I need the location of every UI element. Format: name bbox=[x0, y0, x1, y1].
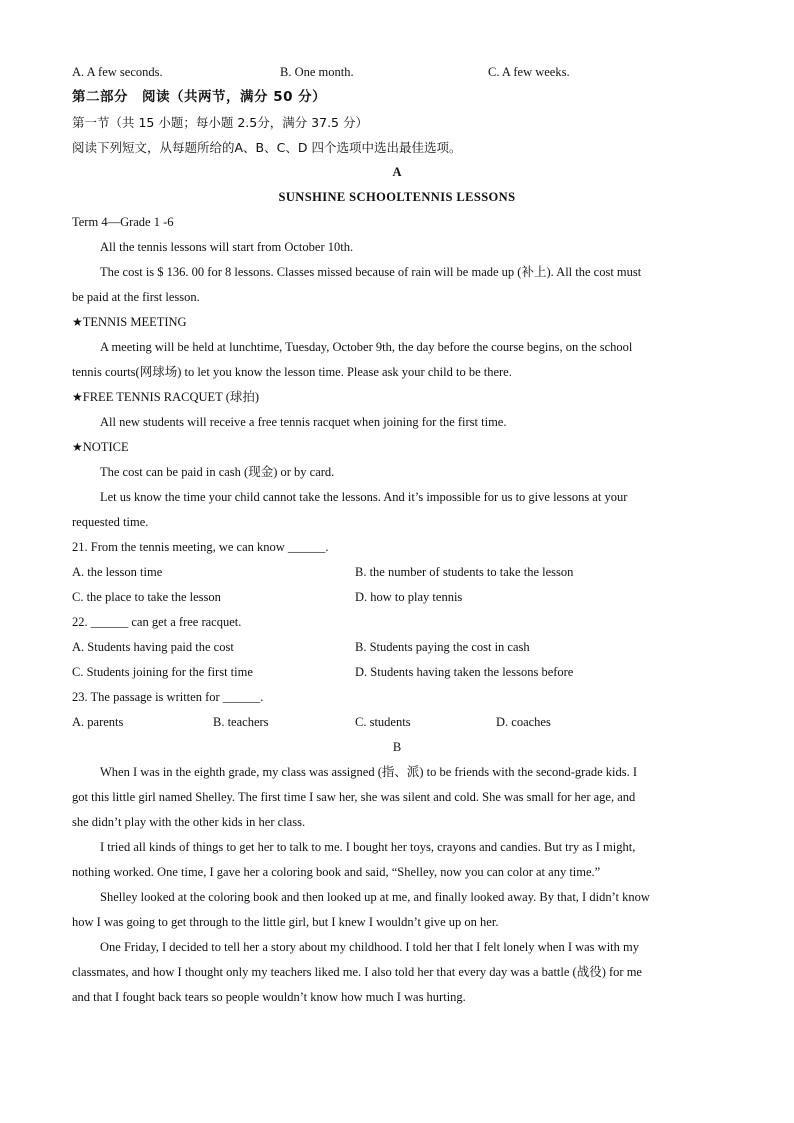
question-22-options-row2 bbox=[72, 660, 722, 685]
passage-b-line: One Friday, I decided to tell her a story about my childhood. I told her that I felt lonely when I was with my bbox=[100, 940, 639, 954]
option-c: C. A few weeks. bbox=[488, 65, 570, 79]
question-23-options bbox=[72, 710, 722, 735]
meeting-heading bbox=[72, 310, 722, 335]
option-b: B. One month. bbox=[280, 65, 354, 79]
paragraph-start-date: All the tennis lessons will start from October 10th. bbox=[100, 240, 354, 254]
star-icon: ★ bbox=[72, 315, 83, 329]
part-title: 第二部分 阅读（共两节，满分 50 分） bbox=[72, 89, 327, 105]
option-a: A. A few seconds. bbox=[72, 65, 163, 79]
notice-heading-text: NOTICE bbox=[82, 440, 129, 454]
previous-question-options bbox=[72, 60, 722, 85]
q21-option-b: B. the number of students to take the lesson bbox=[355, 565, 574, 579]
question-23: 23. The passage is written for ______. bbox=[72, 690, 264, 704]
passage-b-line: I tried all kinds of things to get her to talk to me. I bought her toys, crayons and candies. But try as I might, bbox=[100, 840, 636, 854]
paragraph-cost-cont: be paid at the first lesson. bbox=[72, 290, 200, 304]
passage-a-letter: A bbox=[392, 165, 402, 179]
passage-b-line: nothing worked. One time, I gave her a coloring book and said, “Shelley, now you can color at any time.” bbox=[72, 865, 601, 879]
q23-option-c: C. students bbox=[355, 715, 411, 729]
meeting-text-cont: tennis courts(网球场) to let you know the lesson time. Please ask your child to be there. bbox=[72, 365, 512, 379]
q22-option-d: D. Students having taken the lessons before bbox=[355, 665, 574, 679]
q23-option-a: A. parents bbox=[72, 715, 124, 729]
question-21-options-row2 bbox=[72, 585, 722, 610]
notice-schedule: Let us know the time your child cannot take the lessons. And it’s impossible for us to give lessons at your bbox=[100, 490, 628, 504]
instruction: 阅读下列短文，从每题所给的A、B、C、D 四个选项中选出最佳选项。 bbox=[72, 140, 462, 155]
document-page bbox=[72, 60, 722, 1010]
racquet-heading bbox=[72, 385, 722, 410]
star-icon: ★ bbox=[72, 440, 83, 454]
passage-b-line: got this little girl named Shelley. The first time I saw her, she was silent and cold. She was small for her age, and bbox=[72, 790, 636, 804]
passage-b-line: how I was going to get through to the little girl, but I knew I wouldn’t give up on her. bbox=[72, 915, 499, 929]
q23-option-d: D. coaches bbox=[496, 715, 551, 729]
q21-option-c: C. the place to take the lesson bbox=[72, 590, 221, 604]
passage-a-title: SUNSHINE SCHOOLTENNIS LESSONS bbox=[278, 190, 516, 204]
q22-option-a: A. Students having paid the cost bbox=[72, 640, 234, 654]
section-title: 第一节（共 15 小题；每小题 2.5分，满分 37.5 分） bbox=[72, 115, 368, 130]
q23-option-b: B. teachers bbox=[213, 715, 269, 729]
passage-b-line: classmates, and how I thought only my teachers liked me. I also told her that every day was a battle (战役) for me bbox=[72, 965, 642, 979]
notice-payment: The cost can be paid in cash (现金) or by card. bbox=[100, 465, 335, 479]
star-icon: ★ bbox=[72, 390, 83, 404]
notice-schedule-cont: requested time. bbox=[72, 515, 149, 529]
racquet-heading-text: FREE TENNIS RACQUET (球拍) bbox=[82, 390, 260, 404]
passage-b-line: When I was in the eighth grade, my class was assigned (指、派) to be friends with the second-grade kids. I bbox=[100, 765, 638, 779]
question-21: 21. From the tennis meeting, we can know ______. bbox=[72, 540, 329, 554]
question-22-options-row1 bbox=[72, 635, 722, 660]
passage-b-line: she didn’t play with the other kids in her class. bbox=[72, 815, 306, 829]
q22-option-b: B. Students paying the cost in cash bbox=[355, 640, 530, 654]
passage-b-letter: B bbox=[392, 740, 402, 754]
question-21-options-row1 bbox=[72, 560, 722, 585]
notice-heading bbox=[72, 435, 722, 460]
meeting-text: A meeting will be held at lunchtime, Tuesday, October 9th, the day before the course begins, on the school bbox=[100, 340, 633, 354]
racquet-text: All new students will receive a free tennis racquet when joining for the first time. bbox=[100, 415, 507, 429]
q22-option-c: C. Students joining for the first time bbox=[72, 665, 253, 679]
question-22: 22. ______ can get a free racquet. bbox=[72, 615, 242, 629]
q21-option-d: D. how to play tennis bbox=[355, 590, 463, 604]
paragraph-cost: The cost is $ 136. 00 for 8 lessons. Classes missed because of rain will be made up (补上). All the cost must bbox=[100, 265, 642, 279]
passage-b-line: and that I fought back tears so people wouldn’t know how much I was hurting. bbox=[72, 990, 466, 1004]
q21-option-a: A. the lesson time bbox=[72, 565, 163, 579]
passage-b-line: Shelley looked at the coloring book and then looked up at me, and finally looked away. By that, I didn’t know bbox=[100, 890, 650, 904]
meeting-heading-text: TENNIS MEETING bbox=[82, 315, 187, 329]
term-line: Term 4—Grade 1 -6 bbox=[72, 215, 174, 229]
